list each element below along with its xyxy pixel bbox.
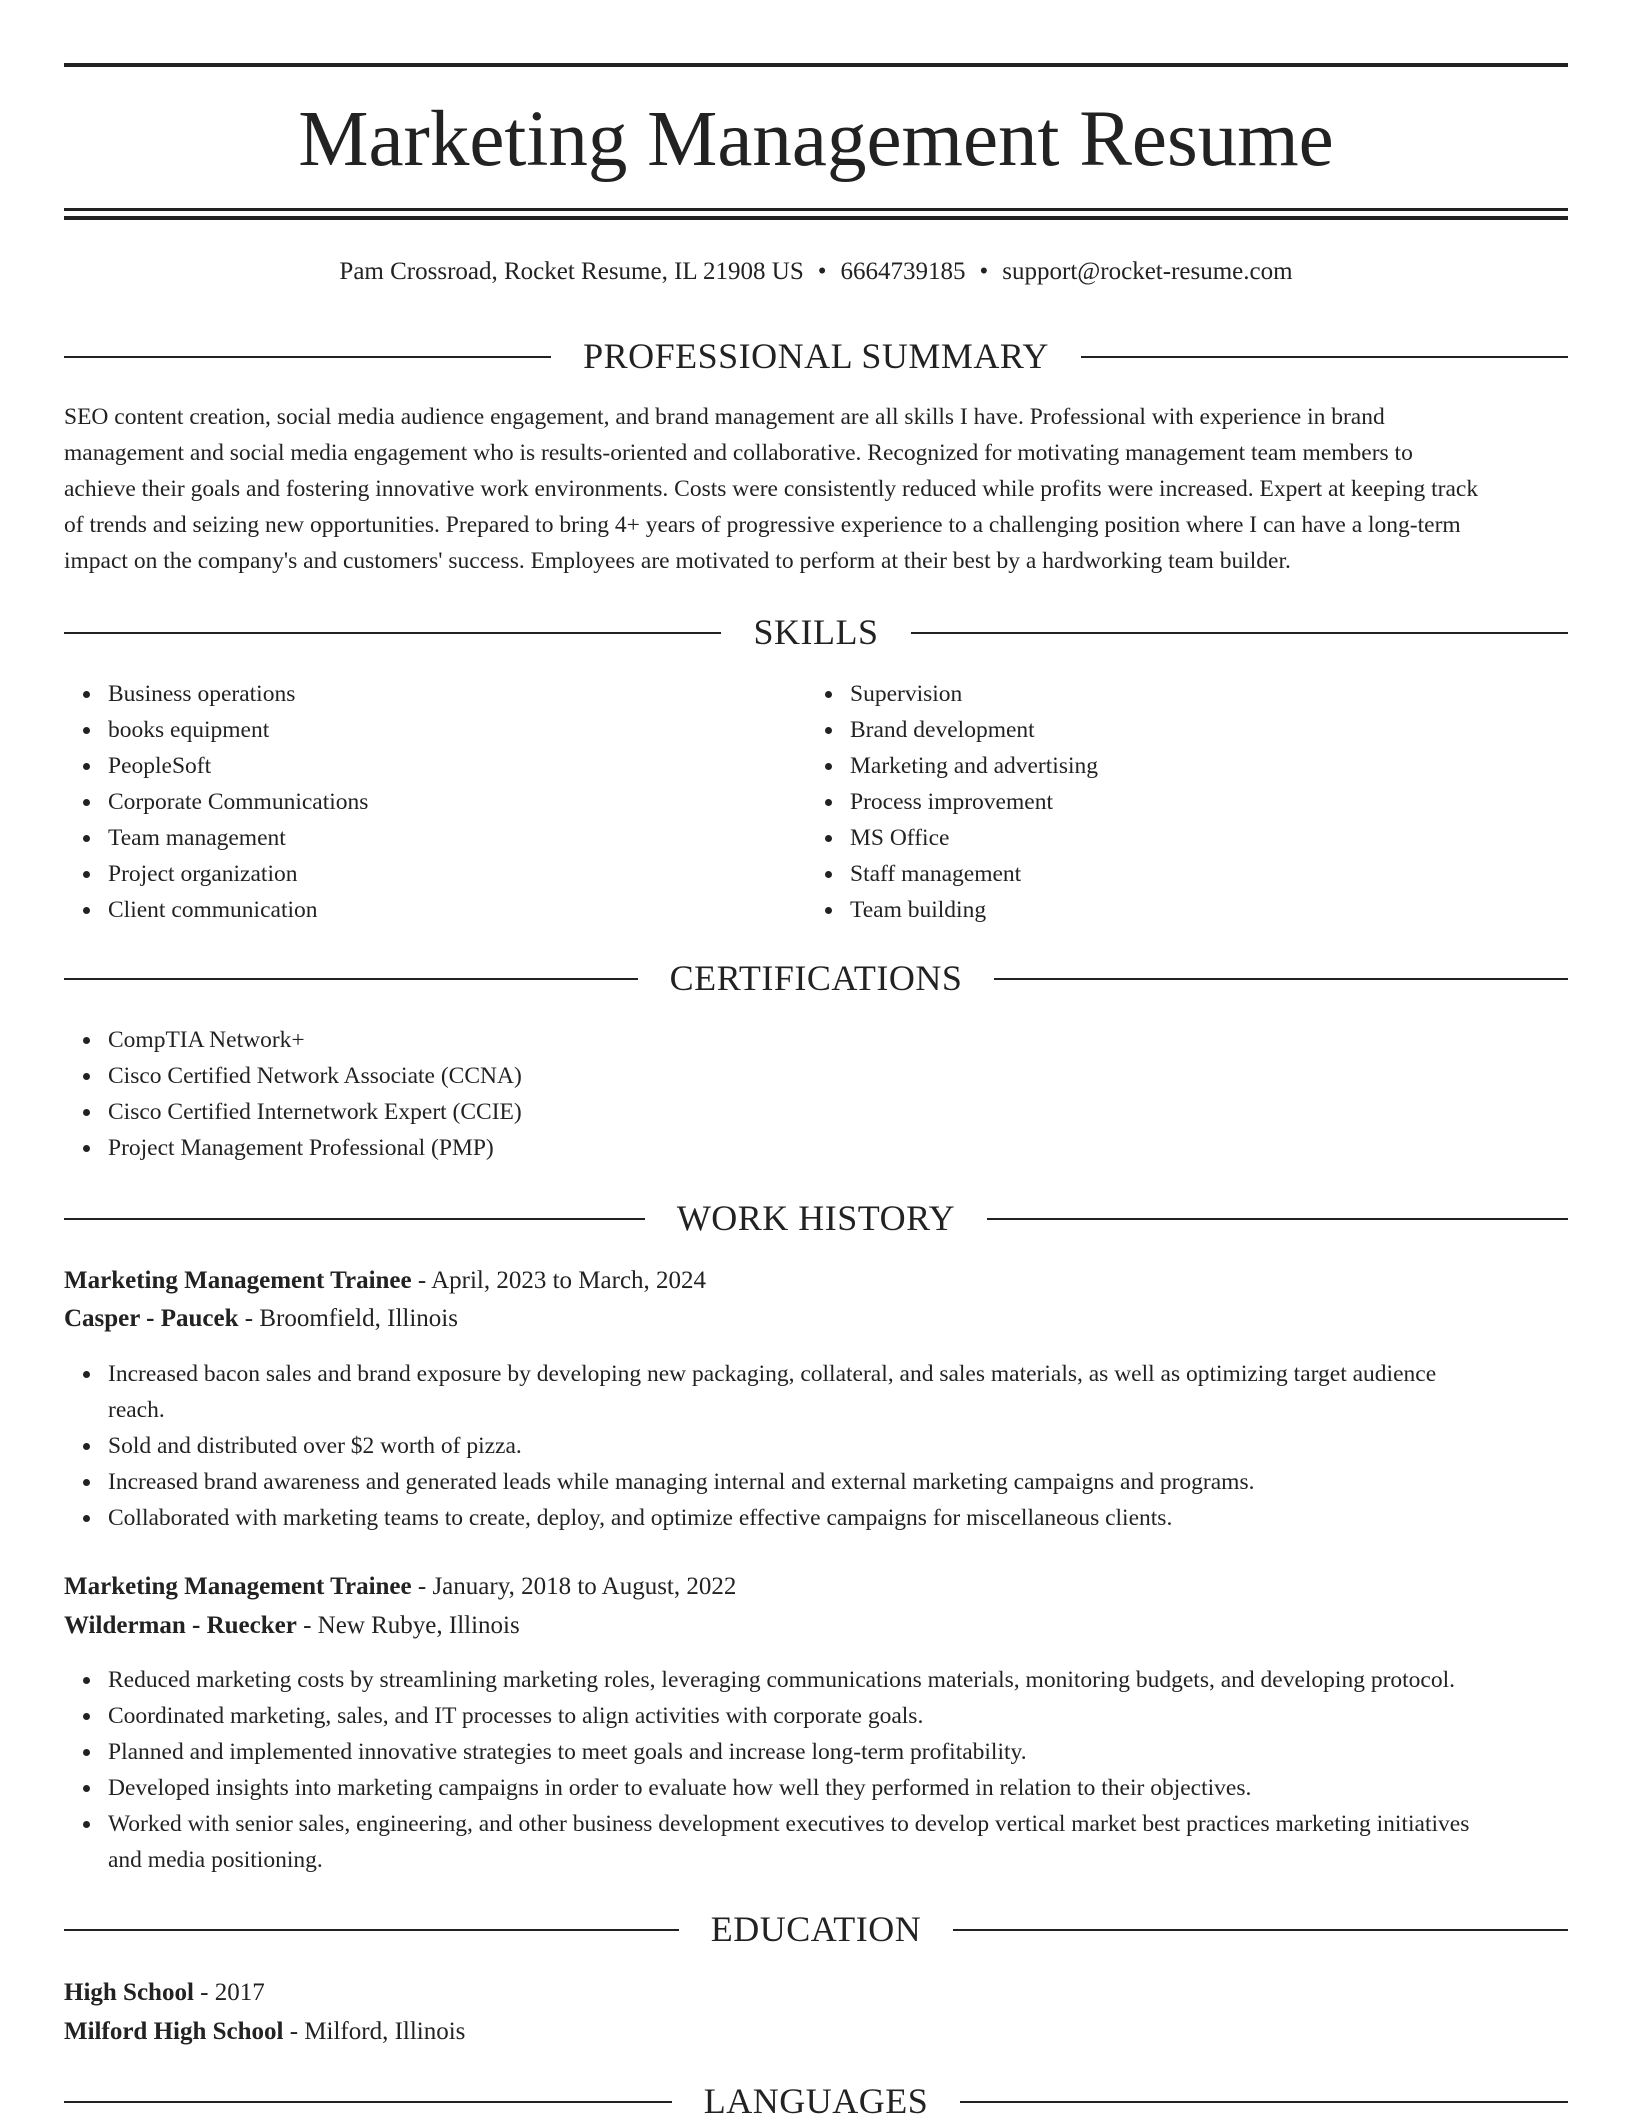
skill-item: Brand development	[850, 712, 1550, 748]
job-title: Marketing Management Trainee	[64, 1573, 412, 1600]
certification-item: Project Management Professional (PMP)	[108, 1130, 1508, 1166]
education-school-line	[64, 2013, 465, 2051]
job-location: - Broomfield, Illinois	[238, 1305, 458, 1332]
education-year: - 2017	[193, 1979, 265, 2006]
skills-list-left	[64, 676, 808, 928]
contact-line	[64, 256, 1568, 288]
section-title-skills: SKILLS	[721, 612, 910, 652]
job-bullet: Reduced marketing costs by streamlining marketing roles, leveraging communications materials, monitoring budgets, and developing protocol.	[108, 1662, 1608, 1698]
job-title-line	[64, 1262, 706, 1300]
job-bullet: Coordinated marketing, sales, and IT processes to align activities with corporate goals.	[108, 1698, 1608, 1734]
job-bullets	[64, 1356, 1578, 1536]
section-header-certifications	[64, 955, 1568, 1001]
skill-item: Client communication	[108, 892, 808, 928]
certification-item: Cisco Certified Network Associate (CCNA)	[108, 1058, 1508, 1094]
job-dates: - April, 2023 to March, 2024	[411, 1267, 707, 1294]
summary-line: impact on the company's and customers' success. Employees are motivated to perform at their best by a hardworking team builder.	[64, 548, 1291, 574]
job-title: Marketing Management Trainee	[64, 1267, 412, 1294]
certification-item: Cisco Certified Internetwork Expert (CCIE)	[108, 1094, 1508, 1130]
skill-item: Corporate Communications	[108, 784, 808, 820]
education-school: Milford High School	[64, 2018, 284, 2045]
skills-list-right	[806, 676, 1550, 928]
job-bullet: Planned and implemented innovative strategies to meet goals and increase long-term profitability.	[108, 1734, 1608, 1770]
job-company: Wilderman - Ruecker	[64, 1612, 297, 1639]
section-header-skills	[64, 609, 1568, 655]
skill-item: Marketing and advertising	[850, 748, 1550, 784]
skill-item: Project organization	[108, 856, 808, 892]
skill-item: Team building	[850, 892, 1550, 928]
skill-item: Supervision	[850, 676, 1550, 712]
top-rule	[64, 63, 1568, 67]
summary-text	[64, 399, 1572, 579]
job-bullet: Developed insights into marketing campaigns in order to evaluate how well they performed in relation to their objectives.	[108, 1770, 1608, 1806]
summary-line: management and social media engagement who is results-oriented and collaborative. Recognized for motivating management team members to	[64, 440, 1413, 466]
job-dates: - January, 2018 to August, 2022	[411, 1573, 737, 1600]
title-rule-upper	[64, 208, 1568, 211]
skill-item: books equipment	[108, 712, 808, 748]
job-bullet: Collaborated with marketing teams to create, deploy, and optimize effective campaigns for miscellaneous clients.	[108, 1500, 1578, 1536]
title-rule-lower	[64, 216, 1568, 220]
job-bullet: Increased brand awareness and generated leads while managing internal and external marketing campaigns and programs.	[108, 1464, 1578, 1500]
section-title-languages: LANGUAGES	[672, 2081, 961, 2121]
job-bullet: Worked with senior sales, engineering, and other business development executives to develop vertical market best practices marketing initiatives and media positioning.	[108, 1806, 1608, 1878]
summary-line: SEO content creation, social media audience engagement, and brand management are all skills I have. Professional with experience in brand	[64, 404, 1385, 430]
skill-item: PeopleSoft	[108, 748, 808, 784]
education-degree: High School	[64, 1979, 194, 2006]
skill-item: Business operations	[108, 676, 808, 712]
education-degree-line	[64, 1974, 265, 2012]
job-company-line	[64, 1607, 520, 1645]
skill-item: Process improvement	[850, 784, 1550, 820]
summary-line: achieve their goals and fostering innovative work environments. Costs were consistently reduced while profits were increased. Expert at keeping track	[64, 476, 1479, 502]
section-header-summary	[64, 333, 1568, 379]
job-bullets	[64, 1662, 1608, 1878]
section-header-languages	[64, 2078, 1568, 2124]
contact-address: Pam Crossroad, Rocket Resume, IL 21908 US	[339, 258, 804, 285]
job-company: Casper - Paucek	[64, 1305, 239, 1332]
contact-separator: •	[979, 258, 989, 285]
section-title-summary: PROFESSIONAL SUMMARY	[551, 336, 1081, 376]
job-bullet: Increased bacon sales and brand exposure by developing new packaging, collateral, and sales materials, as well as optimizing target audience reach.	[108, 1356, 1578, 1428]
section-header-education	[64, 1906, 1568, 1952]
job-title-line	[64, 1568, 736, 1606]
contact-phone: 6664739185	[840, 258, 966, 285]
page-title: Marketing Management Resume	[298, 96, 1334, 183]
contact-separator: •	[817, 258, 827, 285]
section-header-work	[64, 1195, 1568, 1241]
certification-item: CompTIA Network+	[108, 1022, 1508, 1058]
education-location: - Milford, Illinois	[283, 2018, 466, 2045]
job-company-line	[64, 1300, 458, 1338]
contact-email: support@rocket-resume.com	[1002, 258, 1293, 285]
job-location: - New Rubye, Illinois	[296, 1612, 520, 1639]
job-bullet: Sold and distributed over $2 worth of pizza.	[108, 1428, 1578, 1464]
summary-line: of trends and seizing new opportunities. Prepared to bring 4+ years of progressive experience to a challenging position where I can have a long-term	[64, 512, 1461, 538]
certifications-list	[64, 1022, 1508, 1166]
skill-item: Team management	[108, 820, 808, 856]
section-title-certifications: CERTIFICATIONS	[638, 958, 995, 998]
section-title-education: EDUCATION	[679, 1909, 953, 1949]
section-title-work: WORK HISTORY	[645, 1198, 987, 1238]
skill-item: MS Office	[850, 820, 1550, 856]
skill-item: Staff management	[850, 856, 1550, 892]
